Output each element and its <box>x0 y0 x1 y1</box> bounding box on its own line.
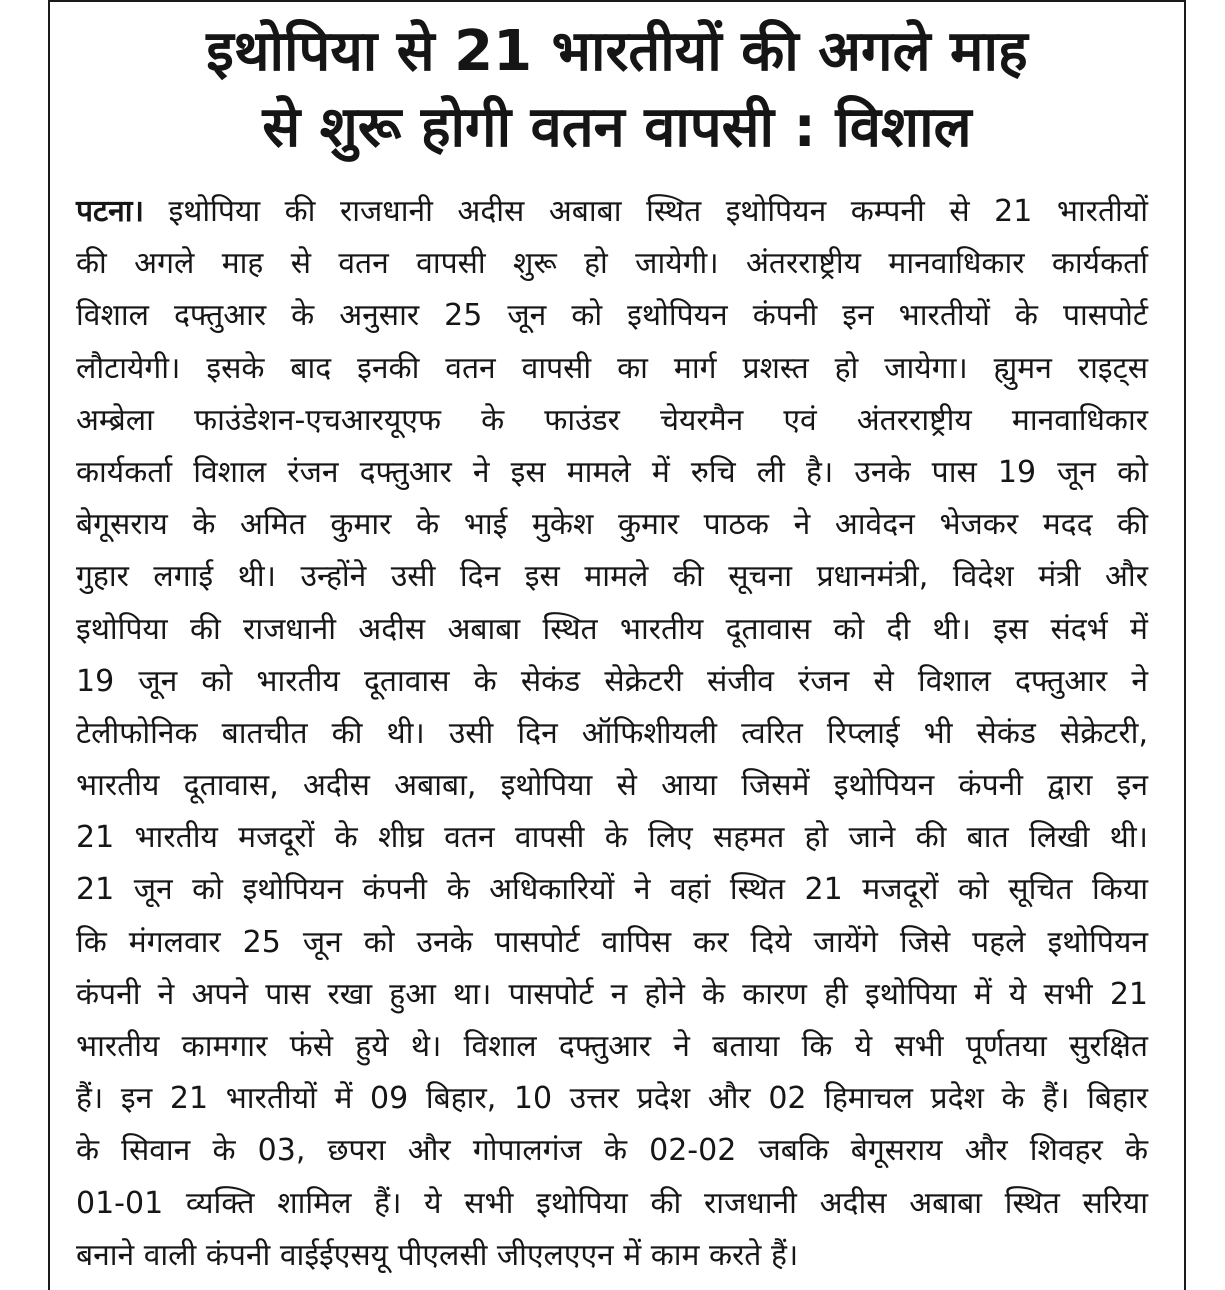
article-headline <box>60 14 1174 166</box>
body-line-8: गुहार लगाई थी। उन्होंने उसी दिन इस मामले की सूचना प्रधानमंत्री, विदेश मंत्री और <box>76 559 1148 595</box>
headline-line-1: इथोपिया से 21 भारतीयों की अगले माह <box>206 19 1028 84</box>
body-line-3: विशाल दफ्तुआर के अनुसार 25 जून को इथोपियन कंपनी इन भारतीयों के पासपोर्ट <box>76 298 1148 334</box>
body-line-6: कार्यकर्ता विशाल रंजन दफ्तुआर ने इस मामले में रुचि ली है। उनके पास 19 जून को <box>76 454 1148 490</box>
headline-line-2: से शुरू होगी वतन वापसी : विशाल <box>262 95 972 160</box>
body-line-21: बनाने वाली कंपनी वाईईएसयू पीएलसी जीएलएएन में काम करते हैं। <box>76 1237 799 1273</box>
dateline: पटना। <box>76 194 144 229</box>
body-line-4: लौटायेगी। इसके बाद इनकी वतन वापसी का मार्ग प्रशस्त हो जायेगा। ह्युमन राइट्स <box>76 350 1148 386</box>
body-line-14: 21 जून को इथोपियन कंपनी के अधिकारियों ने वहां स्थित 21 मजदूरों को सूचित किया <box>76 872 1148 908</box>
body-line-9: इथोपिया की राजधानी अदीस अबाबा स्थित भारतीय दूतावास को दी थी। इस संदर्भ में <box>76 611 1148 647</box>
body-line-20: 01-01 व्यक्ति शामिल हैं। ये सभी इथोपिया की राजधानी अदीस अबाबा स्थित सरिया <box>76 1185 1148 1221</box>
body-line-18: हैं। इन 21 भारतीयों में 09 बिहार, 10 उत्तर प्रदेश और 02 हिमाचल प्रदेश के हैं। बिहार <box>76 1081 1148 1117</box>
body-line-15: कि मंगलवार 25 जून को उनके पासपोर्ट वापिस कर दिये जायेंगे जिसे पहले इथोपियन <box>76 924 1148 960</box>
body-line-2: की अगले माह से वतन वापसी शुरू हो जायेगी। अंतरराष्ट्रीय मानवाधिकार कार्यकर्ता <box>76 246 1148 282</box>
body-line-12: भारतीय दूतावास, अदीस अबाबा, इथोपिया से आया जिसमें इथोपियन कंपनी द्वारा इन <box>76 768 1148 804</box>
body-line-16: कंपनी ने अपने पास रखा हुआ था। पासपोर्ट न होने के कारण ही इथोपिया में ये सभी 21 <box>76 976 1148 1012</box>
body-line-10: 19 जून को भारतीय दूतावास के सेकंड सेक्रेटरी संजीव रंजन से विशाल दफ्तुआर ने <box>76 663 1148 699</box>
body-line-5: अम्ब्रेला फाउंडेशन-एचआरयूएफ के फाउंडर चेयरमैन एवं अंतरराष्ट्रीय मानवाधिकार <box>76 402 1148 438</box>
body-line-11: टेलीफोनिक बातचीत की थी। उसी दिन ऑफिशीयली त्वरित रिप्लाई भी सेकंड सेक्रेटरी, <box>76 715 1148 751</box>
article-body <box>76 186 1148 1282</box>
body-line-7: बेगूसराय के अमित कुमार के भाई मुकेश कुमार पाठक ने आवेदन भेजकर मदद की <box>76 507 1148 543</box>
body-line-13: 21 भारतीय मजदूरों के शीघ्र वतन वापसी के लिए सहमत हो जाने की बात लिखी थी। <box>76 820 1148 856</box>
body-line-1-text: इथोपिया की राजधानी अदीस अबाबा स्थित इथोपियन कम्पनी से 21 भारतीयों <box>143 194 1148 229</box>
body-line-1 <box>76 186 1148 238</box>
body-line-19: के सिवान के 03, छपरा और गोपालगंज के 02-02 जबकि बेगूसराय और शिवहर के <box>76 1133 1148 1169</box>
body-line-17: भारतीय कामगार फंसे हुये थे। विशाल दफ्तुआर ने बताया कि ये सभी पूर्णतया सुरक्षित <box>76 1029 1148 1064</box>
